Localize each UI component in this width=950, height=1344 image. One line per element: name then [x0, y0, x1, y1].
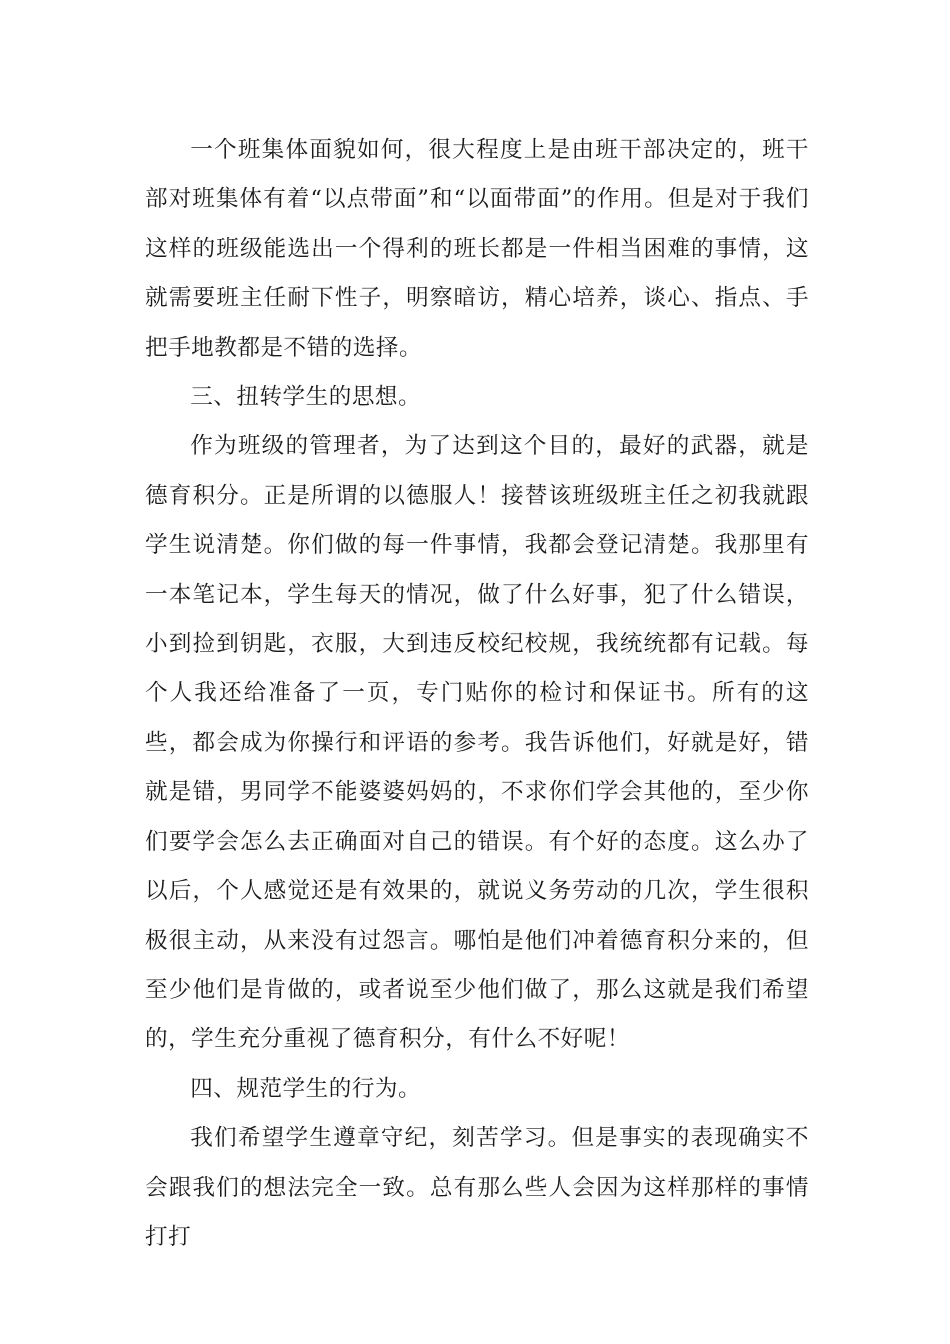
paragraph-moral-points: 作为班级的管理者，为了达到这个目的，最好的武器，就是德育积分。正是所谓的以德服人！接替该班级班主任之初我就跟学生说清楚。你们做的每一件事情，我都会登记清楚。我那里有一本笔记本，学生每天的情况，做了什么好事，犯了什么错误，小到捡到钥匙，衣服，大到违反校纪校规，我统统都有记载。每个人我还给准备了一页，专门贴你的检讨和保证书。所有的这些，都会成为你操行和评语的参考。我告诉他们，好就是好，错就是错，男同学不能婆婆妈妈的，不求你们学会其他的，至少你们要学会怎么去正确面对自己的错误。有个好的态度。这么办了以后，个人感觉还是有效果的，就说义务劳动的几次，学生很积极很主动，从来没有过怨言。哪怕是他们冲着德育积分来的，但至少他们是肯做的，或者说至少他们做了，那么这就是我们希望的，学生充分重视了德育积分，有什么不好呢！: [145, 433, 809, 1053]
section-heading-4: 四、规范学生的行为。: [190, 1075, 422, 1102]
document-body: [145, 126, 809, 1262]
section-heading-3: 三、扭转学生的思想。: [190, 384, 422, 411]
paragraph-class-leaders: 一个班集体面貌如何，很大程度上是由班干部决定的，班干部对班集体有着“以点带面”和“以面带面”的作用。但是对于我们这样的班级能选出一个得利的班长都是一件相当困难的事情，这就需要班主任耐下性子，明察暗访，精心培养，谈心、指点、手把手地教都是不错的选择。: [145, 137, 809, 361]
paragraph-student-behavior: 我们希望学生遵章守纪，刻苦学习。但是事实的表现确实不会跟我们的想法完全一致。总有那么些人会因为这样那样的事情打打: [145, 1125, 809, 1250]
